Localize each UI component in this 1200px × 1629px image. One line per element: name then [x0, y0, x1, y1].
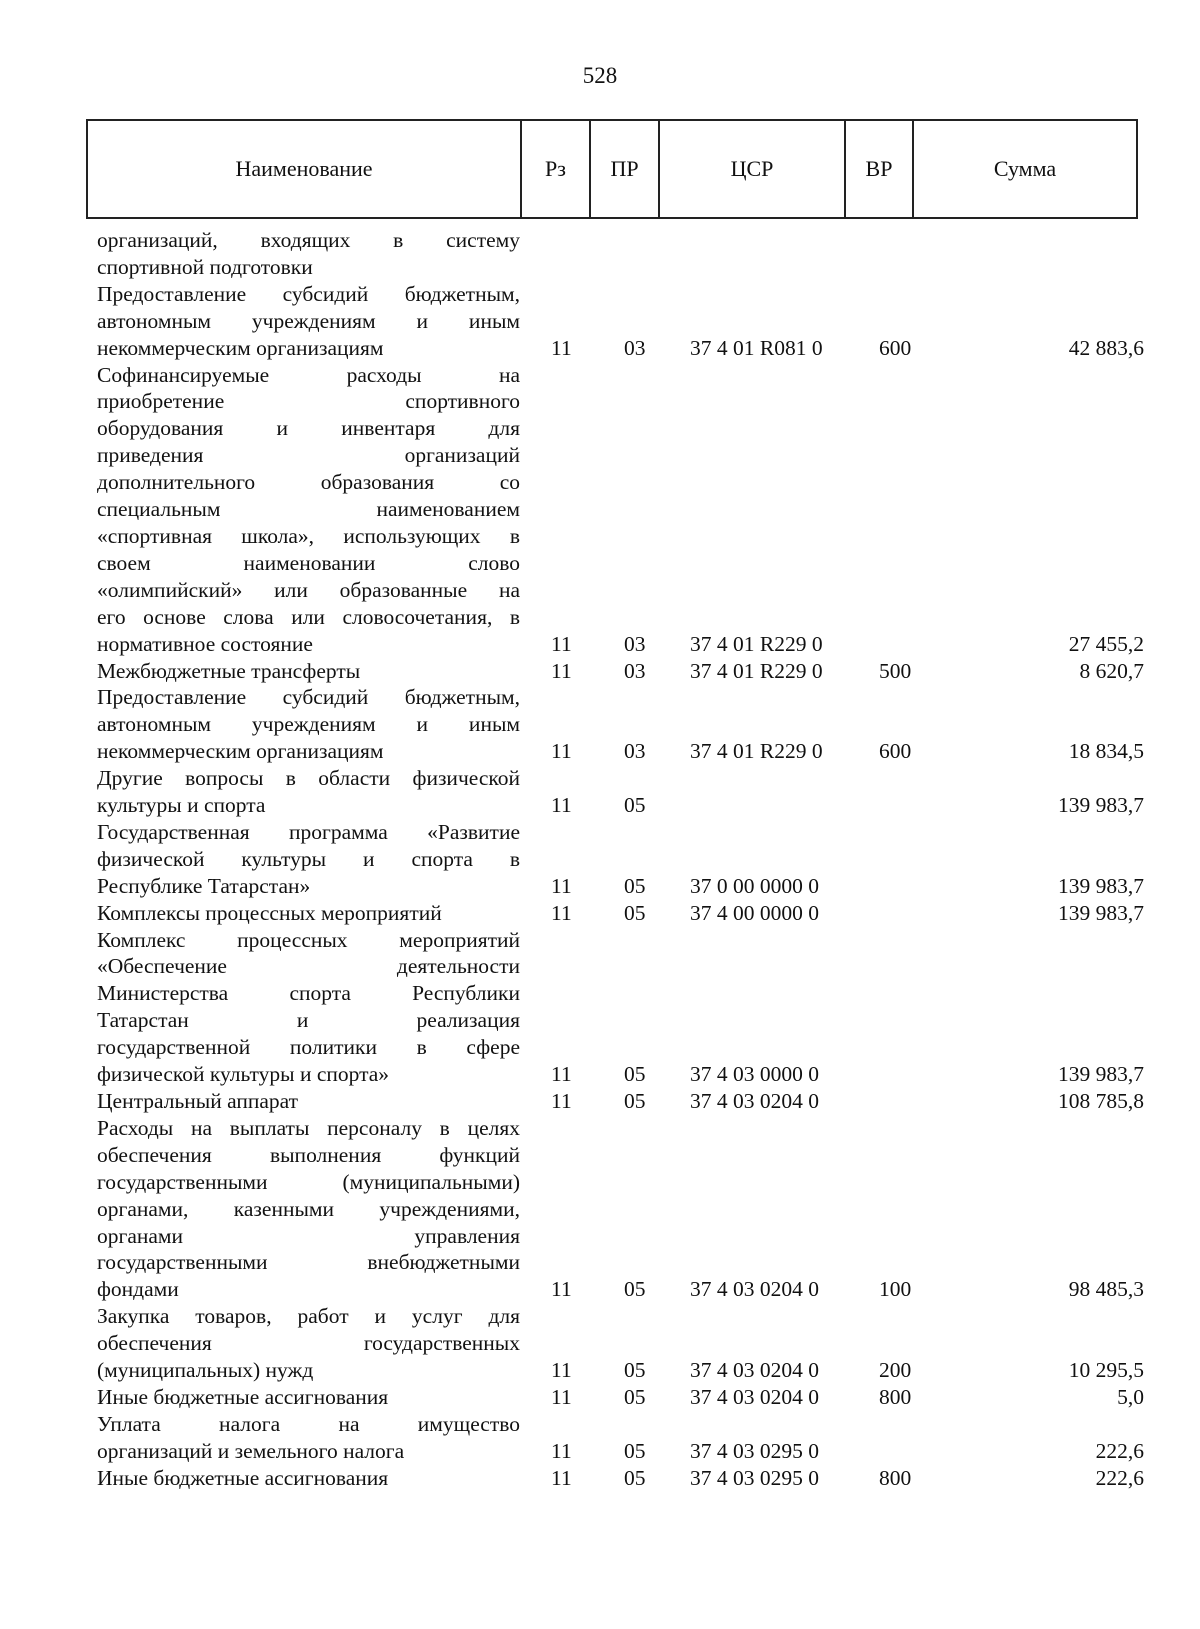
row-name-line: «олимпийский» или образованные на: [97, 577, 520, 602]
row-pr: 03: [624, 631, 646, 656]
row-name-line: Иные бюджетные ассигнования: [97, 1465, 389, 1490]
row-pr: 05: [624, 1062, 646, 1087]
row-name-line: Татарстан и реализация: [97, 1008, 520, 1033]
row-name-line: некоммерческим организациям: [97, 739, 384, 764]
row-name-line: государственными (муниципальными): [97, 1169, 520, 1194]
row-name-line: специальным наименованием: [97, 497, 520, 522]
row-pr: 05: [624, 1089, 646, 1113]
row-csr: 37 4 00 0000 0: [690, 900, 819, 925]
row-csr: 37 4 03 0000 0: [690, 1062, 819, 1087]
table-row: [0, 819, 1200, 900]
table-row: [0, 281, 1200, 362]
row-name-line: Предоставление субсидий бюджетным,: [97, 685, 520, 710]
row-rz: 11: [551, 873, 572, 898]
header-name: Наименование: [87, 120, 521, 218]
row-sum: 222,6: [1095, 1438, 1144, 1463]
row-csr: 37 4 03 0204 0: [690, 1277, 819, 1302]
row-name: [97, 765, 520, 819]
table-row: [0, 658, 1200, 685]
row-name-line: дополнительного образования со: [97, 470, 520, 495]
row-rz: 11: [551, 1465, 572, 1490]
row-name-line: Республике Татарстан»: [97, 873, 311, 898]
row-rz: 11: [551, 900, 572, 925]
row-sum: 139 983,7: [1058, 900, 1144, 925]
table-row: [0, 1088, 1200, 1115]
row-vr: 800: [879, 1384, 912, 1409]
row-name-line: автономным учреждениям и иным: [97, 308, 520, 333]
row-name: [97, 1115, 520, 1303]
row-pr: 03: [624, 335, 646, 360]
row-name-line: приобретение спортивного: [97, 389, 520, 414]
row-name-line: Уплата налога на имущество: [97, 1411, 520, 1436]
row-sum: 139 983,7: [1058, 793, 1144, 818]
table-row: [0, 900, 1200, 927]
row-vr: 600: [879, 335, 912, 360]
row-name-line: нормативное состояние: [97, 631, 313, 656]
row-name: [97, 684, 520, 765]
row-name-line: органами управления: [97, 1223, 520, 1248]
header-pr: ПР: [590, 120, 659, 218]
row-name: [97, 658, 520, 685]
table-row: [0, 362, 1200, 658]
header-sum: Сумма: [913, 120, 1137, 218]
row-sum: 5,0: [1117, 1384, 1144, 1409]
row-sum: 139 983,7: [1058, 873, 1144, 898]
row-csr: 37 4 01 R081 0: [690, 335, 823, 360]
row-name-line: Другие вопросы в области физической: [97, 766, 520, 791]
row-csr: 37 4 01 R229 0: [690, 631, 823, 656]
row-sum: 10 295,5: [1068, 1358, 1144, 1383]
row-csr: 37 4 03 0295 0: [690, 1438, 819, 1463]
row-csr: 37 4 01 R229 0: [690, 658, 823, 683]
row-name-line: государственной политики в сфере: [97, 1035, 520, 1060]
row-name: [97, 281, 520, 362]
table-header: [86, 119, 1138, 219]
row-sum: 139 983,7: [1058, 1062, 1144, 1087]
row-vr: 600: [879, 739, 912, 764]
table-row: [0, 1384, 1200, 1411]
row-name-line: Государственная программа «Развитие: [97, 819, 520, 844]
table-row: [0, 1115, 1200, 1303]
row-vr: 500: [879, 658, 912, 683]
row-pr: 05: [624, 1438, 646, 1463]
row-name-line: оборудования и инвентаря для: [97, 416, 520, 441]
row-rz: 11: [551, 739, 572, 764]
row-name-line: обеспечения выполнения функций: [97, 1142, 520, 1167]
row-name: [97, 900, 520, 927]
table-row: [0, 1303, 1200, 1384]
row-name: [97, 819, 520, 900]
row-name: [97, 1088, 520, 1115]
row-sum: 108 785,8: [1058, 1089, 1144, 1113]
row-rz: 11: [551, 1438, 572, 1463]
row-name-line: Комплексы процессных мероприятий: [97, 900, 442, 925]
row-sum: 8 620,7: [1079, 658, 1144, 683]
row-sum: 98 485,3: [1068, 1277, 1144, 1302]
row-name: [97, 1465, 520, 1492]
header-rz: Рз: [521, 120, 590, 218]
row-vr: 800: [879, 1465, 912, 1490]
row-name-line: фондами: [97, 1277, 179, 1302]
row-name-line: «спортивная школа», использующих в: [97, 523, 520, 548]
row-pr: 03: [624, 739, 646, 764]
row-csr: 37 4 03 0204 0: [690, 1384, 819, 1409]
row-name-line: Софинансируемые расходы на: [97, 362, 520, 387]
row-rz: 11: [551, 793, 572, 818]
row-vr: 200: [879, 1358, 912, 1383]
row-name-line: государственными внебюджетными: [97, 1250, 520, 1275]
row-name-line: Предоставление субсидий бюджетным,: [97, 281, 520, 306]
row-sum: 18 834,5: [1068, 739, 1144, 764]
row-rz: 11: [551, 658, 572, 683]
row-csr: 37 4 01 R229 0: [690, 739, 823, 764]
row-sum: 27 455,2: [1068, 631, 1144, 656]
row-name-line: органами, казенными учреждениями,: [97, 1196, 520, 1221]
row-csr: 37 0 00 0000 0: [690, 873, 819, 898]
header-vr: ВР: [845, 120, 913, 218]
row-sum: 222,6: [1095, 1465, 1144, 1490]
row-rz: 11: [551, 631, 572, 656]
row-name: [97, 1303, 520, 1384]
row-pr: 05: [624, 1384, 646, 1409]
row-rz: 11: [551, 1062, 572, 1087]
row-name-line: своем наименовании слово: [97, 550, 520, 575]
table-row: [0, 1465, 1200, 1492]
row-pr: 05: [624, 873, 646, 898]
row-name: [97, 1411, 520, 1465]
row-name-line: спортивной подготовки: [97, 254, 313, 279]
row-pr: 05: [624, 1465, 646, 1490]
row-name-line: организаций и земельного налога: [97, 1438, 405, 1463]
header-csr: ЦСР: [659, 120, 845, 218]
row-pr: 05: [624, 1277, 646, 1302]
table-row: [0, 765, 1200, 819]
row-pr: 03: [624, 658, 646, 683]
row-rz: 11: [551, 1089, 572, 1113]
row-rz: 11: [551, 1277, 572, 1302]
row-name: [97, 1384, 520, 1411]
row-name-line: Межбюджетные трансферты: [97, 658, 361, 683]
row-name-line: (муниципальных) нужд: [97, 1358, 314, 1383]
row-csr: 37 4 03 0204 0: [690, 1089, 819, 1113]
table-row: [0, 684, 1200, 765]
row-vr: 100: [879, 1277, 912, 1302]
row-csr: 37 4 03 0204 0: [690, 1358, 819, 1383]
row-name: [97, 362, 520, 658]
table-row: [0, 227, 1200, 281]
row-name-line: его основе слова или словосочетания, в: [97, 604, 520, 629]
row-name-line: приведения организаций: [97, 443, 520, 468]
row-pr: 05: [624, 793, 646, 818]
table-row: [0, 1411, 1200, 1465]
row-name: [97, 227, 520, 281]
row-name-line: организаций, входящих в систему: [97, 228, 520, 252]
row-name-line: обеспечения государственных: [97, 1331, 520, 1356]
row-name-line: Министерства спорта Республики: [97, 981, 520, 1006]
row-name: [97, 927, 520, 1088]
row-csr: 37 4 03 0295 0: [690, 1465, 819, 1490]
row-pr: 05: [624, 1358, 646, 1383]
row-name-line: Комплекс процессных мероприятий: [97, 927, 520, 952]
row-sum: 42 883,6: [1068, 335, 1144, 360]
row-rz: 11: [551, 1358, 572, 1383]
row-name-line: Иные бюджетные ассигнования: [97, 1384, 389, 1409]
row-pr: 05: [624, 900, 646, 925]
row-name-line: автономным учреждениям и иным: [97, 712, 520, 737]
row-name-line: некоммерческим организациям: [97, 335, 384, 360]
row-name-line: Расходы на выплаты персоналу в целях: [97, 1115, 520, 1140]
page-number: 528: [582, 63, 618, 88]
row-name-line: «Обеспечение деятельности: [97, 954, 520, 979]
table-row: [0, 927, 1200, 1088]
row-name-line: культуры и спорта: [97, 793, 266, 818]
row-name-line: физической культуры и спорта»: [97, 1062, 390, 1087]
row-rz: 11: [551, 1384, 572, 1409]
row-name-line: Центральный аппарат: [97, 1089, 299, 1113]
row-rz: 11: [551, 335, 572, 360]
row-name-line: Закупка товаров, работ и услуг для: [97, 1304, 520, 1329]
row-name-line: физической культуры и спорта в: [97, 846, 520, 871]
table-body: [0, 227, 1200, 1492]
